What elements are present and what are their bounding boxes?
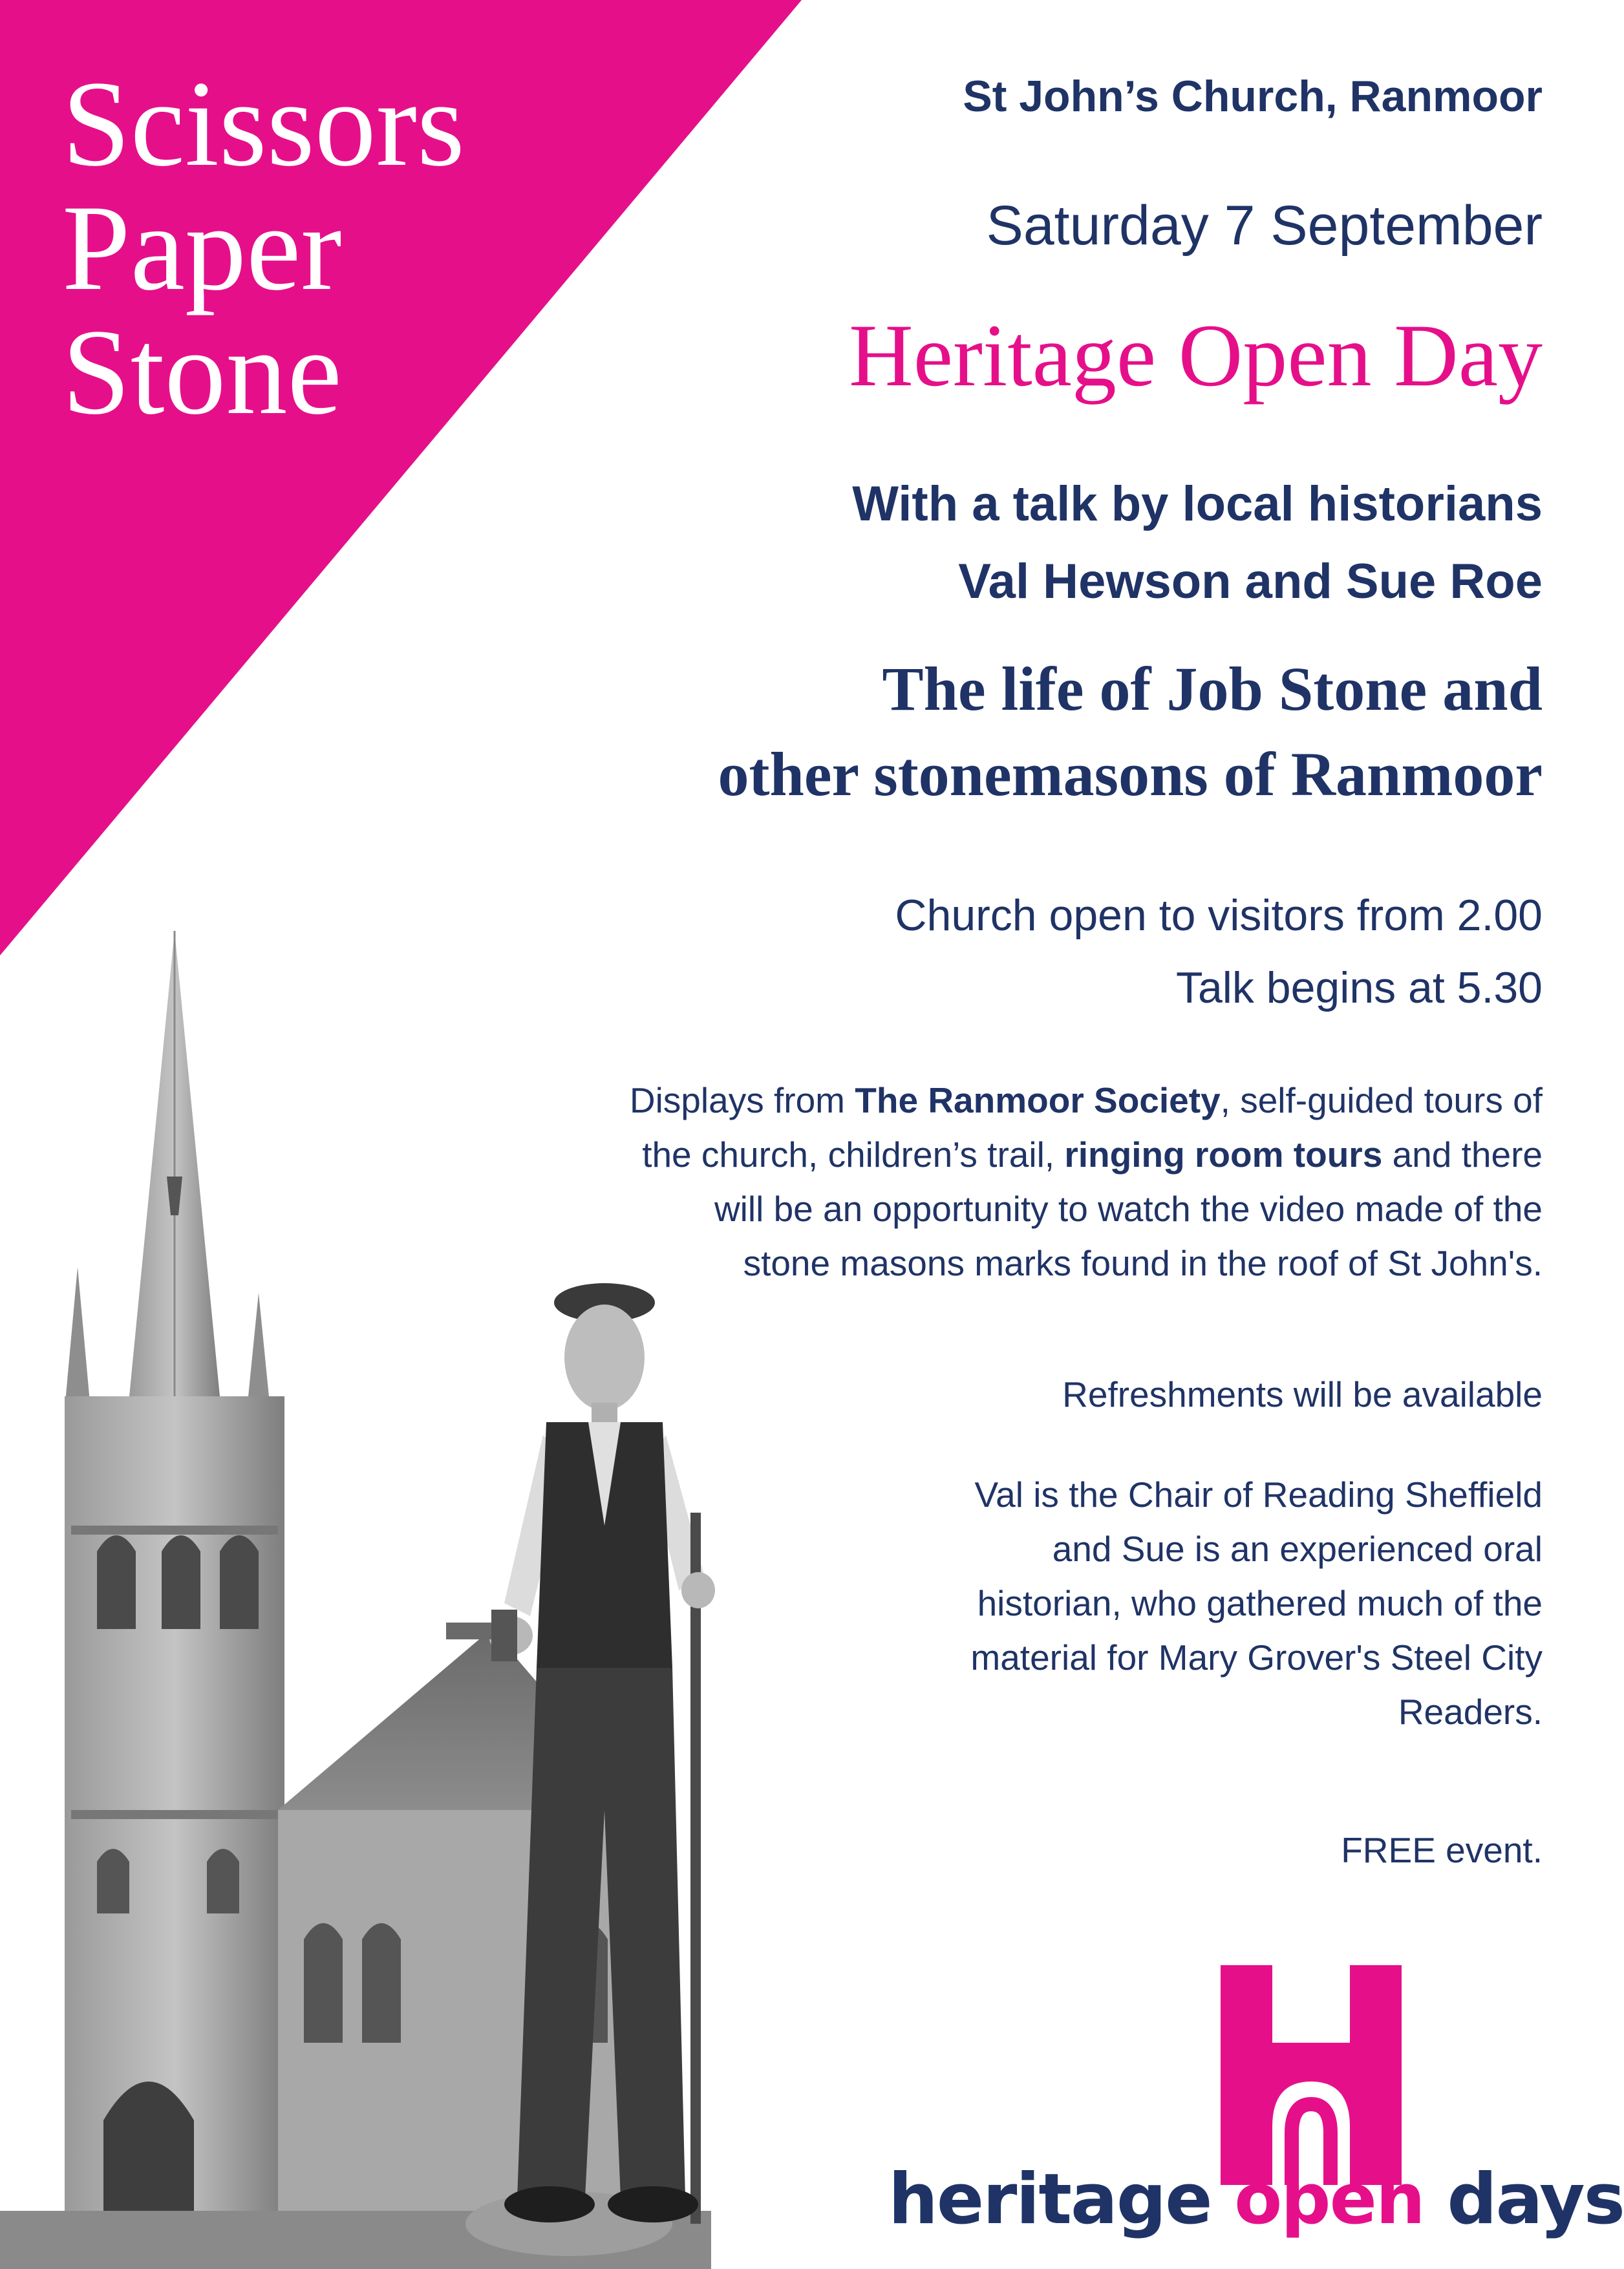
talk-by-line-1: With a talk by local historians: [852, 476, 1543, 531]
talk-title-line-2: other stonemasons of Ranmoor: [718, 740, 1543, 809]
displays-text: , self-guided tours of: [1220, 1080, 1543, 1120]
logo-word-days: days: [1447, 2159, 1624, 2240]
talk-by-line-2: Val Hewson and Sue Roe: [958, 554, 1543, 609]
logo-word-heritage: heritage: [888, 2159, 1212, 2240]
poster-title: [62, 56, 465, 440]
talk-by: [852, 465, 1543, 621]
displays-text: and there: [1382, 1134, 1543, 1175]
displays-line-3: will be an opportunity to watch the video made of the: [714, 1189, 1543, 1229]
heritage-open-days-logo-text: [888, 2159, 1624, 2240]
title-line-stone: Stone: [62, 304, 342, 440]
event-date: Saturday 7 September: [986, 195, 1543, 257]
event-title: Heritage Open Day: [849, 306, 1543, 405]
talk-title: [718, 646, 1543, 817]
bio-line-5: Readers.: [1398, 1692, 1543, 1732]
speaker-bio: [970, 1467, 1543, 1739]
bio-line-2: and Sue is an experienced oral: [1052, 1529, 1543, 1569]
hours-line-2: Talk begins at 5.30: [1175, 963, 1543, 1012]
ringing-room-bold: ringing room tours: [1064, 1134, 1383, 1175]
bio-line-1: Val is the Chair of Reading Sheffield: [974, 1475, 1543, 1515]
venue: St John’s Church, Ranmoor: [963, 72, 1543, 121]
displays-line-4: stone masons marks found in the roof of St John's.: [743, 1243, 1543, 1283]
logo-word-open: open: [1234, 2159, 1424, 2240]
free-event: FREE event.: [1341, 1830, 1543, 1870]
talk-title-line-1: The life of Job Stone and: [882, 654, 1543, 723]
title-line-scissors: Scissors: [62, 56, 465, 192]
displays-text: the church, children’s trail,: [642, 1134, 1065, 1175]
hours-line-1: Church open to visitors from 2.00: [895, 891, 1543, 940]
ranmoor-society-bold: The Ranmoor Society: [855, 1080, 1221, 1120]
bio-line-4: material for Mary Grover's Steel City: [970, 1637, 1543, 1678]
title-line-paper: Paper: [62, 180, 342, 316]
opening-hours: [895, 879, 1543, 1024]
church-and-stonemason-photo: [0, 905, 840, 2269]
displays-text: Displays from: [629, 1080, 855, 1120]
bio-line-3: historian, who gathered much of the: [977, 1583, 1543, 1623]
refreshments: Refreshments will be available: [1062, 1374, 1543, 1414]
